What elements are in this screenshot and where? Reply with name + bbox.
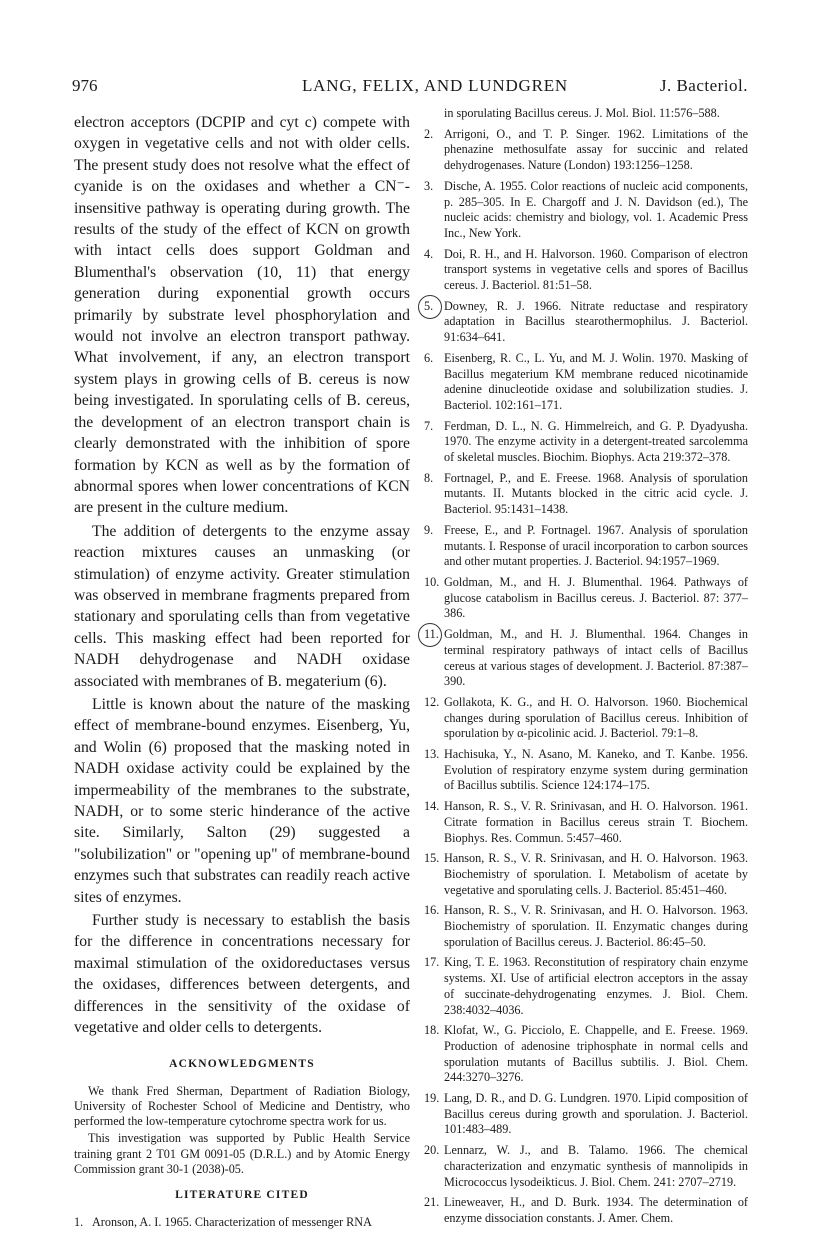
- reference-number: 20.: [424, 1143, 440, 1158]
- reference-item: [418, 471, 748, 518]
- reference-text: Freese, E., and P. Fortnagel. 1967. Analysis of sporulation mutants. I. Response of uracil incorporation to carbon sources and other mutant properties. J. Bacteriol. 94:1957–1969.: [444, 522, 748, 569]
- running-header: [72, 76, 748, 100]
- reference-text: Dische, A. 1955. Color reactions of nucleic acid components, p. 285–305. In E. Chargoff and J. N. Davidson (ed.), The nucleic acids: chemistry and biology, vol. 1. Academic Press Inc., New York.: [444, 178, 748, 240]
- reference-number: 9.: [424, 522, 434, 537]
- reference-text: Doi, R. H., and H. Halvorson. 1960. Comparison of electron transport systems in vegetative cells and spores of Bacillus cereus. J. Bacteriol. 81:51–58.: [444, 246, 748, 293]
- reference-item: [418, 851, 748, 898]
- acknowledgment-paragraph: We thank Fred Sherman, Department of Radiation Biology, University of Rochester School of Medicine and Dentistry, who performed the low-temperature cytochrome spectra work for us.: [74, 1083, 410, 1129]
- reference-item: [418, 575, 748, 622]
- reference-item: [74, 1215, 410, 1231]
- reference-number: 15.: [424, 851, 440, 866]
- reference-item: [418, 799, 748, 846]
- reference-number: 4.: [424, 246, 434, 261]
- reference-number: 1.: [74, 1214, 84, 1229]
- running-authors: LANG, FELIX, AND LUNDGREN: [302, 76, 569, 95]
- reference-number: 7.: [424, 418, 434, 433]
- acknowledgments-heading: ACKNOWLEDGMENTS: [169, 1058, 315, 1071]
- reference-text: Gollakota, K. G., and H. O. Halvorson. 1960. Biochemical changes during sporulation of Bacillus cereus. Inhibition of sporulation by α-picolinic acid. J. Bacteriol. 79:1–8.: [444, 694, 748, 741]
- reference-number: 17.: [424, 955, 440, 970]
- reference-text: Lineweaver, H., and D. Burk. 1934. The determination of enzyme dissociation constants. J. Amer. Chem.: [444, 1195, 748, 1225]
- reference-text: Goldman, M., and H. J. Blumenthal. 1964. Pathways of glucose catabolism in Bacillus cereus. J. Bacteriol. 87: 377–386.: [444, 574, 748, 621]
- reference-text: in sporulating Bacillus cereus. J. Mol. Biol. 11:576–588.: [444, 106, 720, 120]
- reference-number: 12.: [424, 694, 440, 709]
- reference-number: 6.: [424, 350, 434, 365]
- reference-text: Ferdman, D. L., N. G. Himmelreich, and G. P. Dyadyusha. 1970. The enzyme activity in a detergent-treated sarcolemma of skeletal muscles. Biochim. Biophys. Acta 219:372–378.: [444, 418, 748, 465]
- journal-name: J. Bacteriol.: [659, 76, 748, 95]
- reference-continuation: [418, 106, 748, 122]
- reference-item: [418, 1023, 748, 1086]
- reference-list-right: [418, 106, 748, 1227]
- reference-text: Arrigoni, O., and T. P. Singer. 1962. Limitations of the phenazine methosulfate assay for succinic and related dehydrogenases. Nature (London) 193:1256–1258.: [444, 126, 748, 173]
- reference-number: 3.: [424, 178, 434, 193]
- reference-item: [418, 903, 748, 950]
- reference-number: 5.: [424, 298, 434, 313]
- reference-text: King, T. E. 1963. Reconstitution of respiratory chain enzyme systems. XI. Use of artificial electron acceptors in the assay of succinate-dehydrogenating enzymes. J. Biol. Chem. 238:4032–4036.: [444, 955, 748, 1017]
- reference-number: 14.: [424, 799, 440, 814]
- reference-number: 13.: [424, 747, 440, 762]
- reference-number: 11.: [424, 627, 439, 642]
- reference-text: Hanson, R. S., V. R. Srinivasan, and H. O. Halvorson. 1961. Citrate formation in Bacillus cereus strain T. Biochem. Biophys. Res. Commun. 5:457–460.: [444, 799, 748, 845]
- acknowledgment-paragraph: This investigation was supported by Public Health Service training grant 2 T01 GM 0091-05 (D.R.L.) and by Atomic Energy Commission grant 30-1 (2038)-05.: [74, 1131, 410, 1176]
- reference-number: 2.: [424, 126, 434, 141]
- reference-text: Downey, R. J. 1966. Nitrate reductase and respiratory adaptation in Bacillus stearothermophilus. J. Bacteriol. 91:634–641.: [444, 298, 748, 345]
- reference-text: Goldman, M., and H. J. Blumenthal. 1964. Changes in terminal respiratory pathways of intact cells of Bacillus cereus at various stages of development. J. Bacteriol. 87:387–390.: [444, 627, 748, 689]
- reference-item: [418, 695, 748, 742]
- reference-item: [418, 1091, 748, 1138]
- acknowledgments-section: [74, 1084, 410, 1177]
- reference-number: 19.: [424, 1091, 440, 1106]
- reference-item: [418, 747, 748, 794]
- body-paragraph: Further study is necessary to establish the basis for the difference in concentrations necessary for maximal stimulation of the oxidoreductases versus the oxidases, differences between detergents, and differences in the sensitivity of the oxidase of vegetative and older cells to detergents.: [74, 912, 410, 1037]
- reference-text: Lang, D. R., and D. G. Lundgren. 1970. Lipid composition of Bacillus cereus during growth and sporulation. J. Bacteriol. 101:483–489.: [444, 1091, 748, 1137]
- reference-text: Hanson, R. S., V. R. Srinivasan, and H. O. Halvorson. 1963. Biochemistry of sporulation. II. Enzymatic changes during sporulation of Bacillus cereus. J. Bacteriol. 86:45–50.: [444, 903, 748, 949]
- reference-number: 18.: [424, 1023, 440, 1038]
- reference-number: 8.: [424, 470, 434, 485]
- reference-number: 21.: [424, 1195, 440, 1210]
- reference-item: [418, 1143, 748, 1190]
- literature-cited-heading: LITERATURE CITED: [175, 1189, 309, 1202]
- page-number: 976: [72, 76, 98, 95]
- reference-item: [418, 627, 748, 690]
- reference-text: Hachisuka, Y., N. Asano, M. Kaneko, and T. Kanbe. 1956. Evolution of respiratory enzyme system during germination of Bacillus subtilis. Science 124:174–175.: [444, 747, 748, 793]
- reference-item: [418, 299, 748, 346]
- reference-number: 16.: [424, 903, 440, 918]
- reference-item: [418, 419, 748, 466]
- reference-item: [418, 351, 748, 414]
- reference-text: Hanson, R. S., V. R. Srinivasan, and H. O. Halvorson. 1963. Biochemistry of sporulation. I. Metabolism of acetate by vegetative and sporulating cells. J. Bacteriol. 85:451–460.: [444, 851, 748, 897]
- reference-item: [418, 955, 748, 1018]
- body-paragraph: electron acceptors (DCPIP and cyt c) compete with oxygen in vegetative cells and not with older cells. The present study does not resolve what the effect of cyanide is on the oxidases and whether a CN⁻-insensitive pathway is operating during growth. The results of the study of the effect of KCN on growth with intact cells does support Goldman and Blumenthal's observation (10, 11) that energy generation during exponential growth occurs primarily by substrate level phosphorylation and would not involve an electron transport pathway. What involvement, if any, an electron transport system plays in growing cells of B. cereus is now being investigated. In sporulating cells of B. cereus, the development of an electron transport chain is clearly demonstrated with the inhibition of spore formation by KCN as well as by the formation of abnormal spores when lower concentrations of KCN are present in the culture medium.: [74, 114, 410, 517]
- reference-text: Aronson, A. I. 1965. Characterization of messenger RNA: [92, 1214, 372, 1229]
- reference-text: Klofat, W., G. Picciolo, E. Chappelle, and E. Freese. 1969. Production of adenosine triphosphate in normal cells and sporulation mutants of Bacillus subtilis. J. Biol. Chem. 244:3270–3276.: [444, 1023, 748, 1085]
- reference-text: Eisenberg, R. C., L. Yu, and M. J. Wolin. 1970. Masking of Bacillus megaterium KM membrane reduced nicotinamide adenine dinucleotide oxidase and solubilization studies. J. Bacteriol. 102:161–171.: [444, 350, 748, 412]
- body-paragraph: Little is known about the nature of the masking effect of membrane-bound enzymes. Eisenberg, Yu, and Wolin (6) proposed that the masking noted in NADH oxidase activity could be explained by the impermeability of the membranes to the substrate, NADH, or to some steric hinderance of the active site. Similarly, Salton (29) suggested a "solubilization" or "opening up" of membrane-bound enzymes such that substrates can readily reach active sites of enzymes.: [74, 695, 410, 906]
- body-paragraph: The addition of detergents to the enzyme assay reaction mixtures causes an unmasking (or stimulation) of enzyme activity. Greater stimulation was observed in membrane fragments prepared from stationary and sporulating cells than from vegetative cells. This masking effect had been reported for NADH dehydrogenase and NADH oxidase associated with membranes of B. megaterium (6).: [74, 522, 410, 690]
- reference-item: [418, 523, 748, 570]
- reference-item: [418, 1195, 748, 1226]
- reference-item: [418, 179, 748, 242]
- reference-item: [418, 127, 748, 174]
- reference-item: [418, 247, 748, 294]
- left-column: [74, 112, 410, 1230]
- reference-text: Fortnagel, P., and E. Freese. 1968. Analysis of sporulation mutants. II. Mutants blocked in the citric acid cycle. J. Bacteriol. 95:1431–1438.: [444, 470, 748, 517]
- reference-list-left: [74, 1215, 410, 1231]
- reference-text: Lennarz, W. J., and B. Talamo. 1966. The chemical characterization and enzymatic synthesis of mannolipids in Micrococcus lysodeikticus. J. Biol. Chem. 241: 2707–2719.: [444, 1143, 748, 1189]
- reference-number: 10.: [424, 574, 440, 589]
